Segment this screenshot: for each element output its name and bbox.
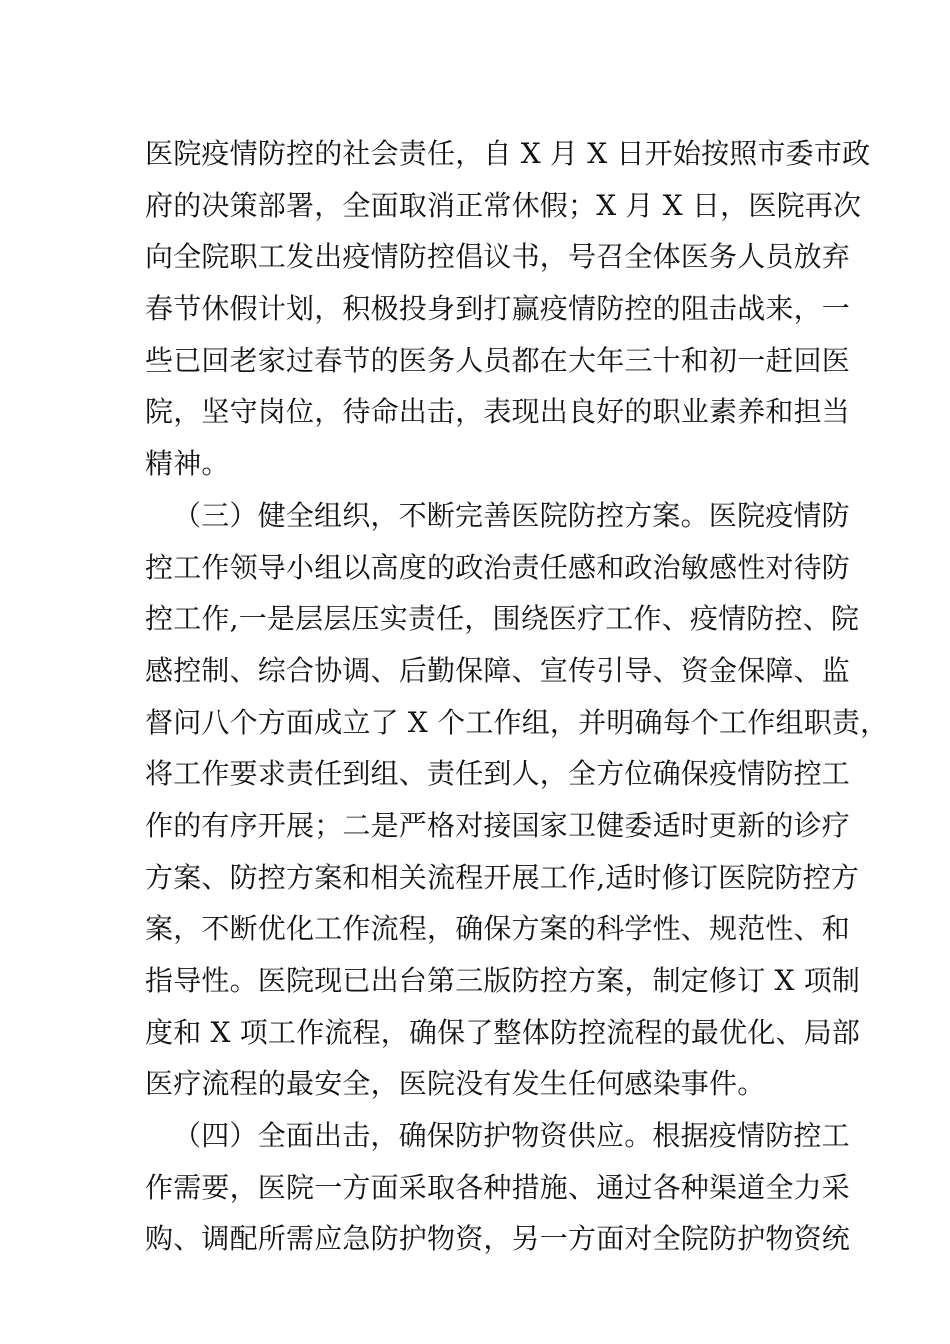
text-line: 控工作领导小组以高度的政治责任感和政治敏感性对待防 xyxy=(145,550,851,584)
text-line: 督问八个方面成立了 X 个工作组，并明确每个工作组职责， xyxy=(145,705,889,739)
text-line: 府的决策部署，全面取消正常休假；X 月 X 日，医院再次 xyxy=(145,188,862,222)
text-line: 指导性。医院现已出台第三版防控方案，制定修订 X 项制 xyxy=(145,964,861,997)
text-line: 些已回老家过春节的医务人员都在大年三十和初一赶回医 xyxy=(145,343,851,377)
text-line: 作的有序开展；二是严格对接国家卫健委适时更新的诊疗 xyxy=(145,808,851,842)
text-line: 度和 X 项工作流程，确保了整体防控流程的最优化、局部 xyxy=(145,1015,861,1049)
text-line: 精神。 xyxy=(145,447,230,481)
text-line: 方案、防控方案和相关流程开展工作,适时修订医院防控方 xyxy=(145,860,860,894)
text-line: 医疗流程的最安全，医院没有发生任何感染事件。 xyxy=(145,1067,766,1101)
text-line: 购、调配所需应急防护物资，另一方面对全院防护物资统 xyxy=(145,1222,851,1256)
text-line: 将工作要求责任到组、责任到人，全方位确保疫情防控工 xyxy=(145,757,851,791)
text-line: 案，不断优化工作流程，确保方案的科学性、规范性、和 xyxy=(145,912,851,946)
text-line: 作需要，医院一方面采取各种措施、通过各种渠道全力采 xyxy=(145,1170,851,1204)
paragraph-heading-three: （三）健全组织，不断完善医院防控方案。医院疫情防 xyxy=(173,498,850,532)
text-line: 控工作,一是层层压实责任，围绕医疗工作、疫情防控、院 xyxy=(145,602,860,636)
text-line: 春节休假计划，积极投身到打赢疫情防控的阻击战来，一 xyxy=(145,292,851,326)
text-line: 院，坚守岗位，待命出击，表现出良好的职业素养和担当 xyxy=(145,395,851,429)
text-line: 感控制、综合协调、后勤保障、宣传引导、资金保障、监 xyxy=(145,653,851,687)
text-line: 向全院职工发出疫情防控倡议书，号召全体医务人员放弃 xyxy=(145,240,851,274)
text-line: 医院疫情防控的社会责任，自 X 月 X 日开始按照市委市政 xyxy=(145,137,871,170)
document-body xyxy=(145,128,889,1265)
paragraph-heading-four: （四）全面出击，确保防护物资供应。根据疫情防控工 xyxy=(173,1119,850,1153)
